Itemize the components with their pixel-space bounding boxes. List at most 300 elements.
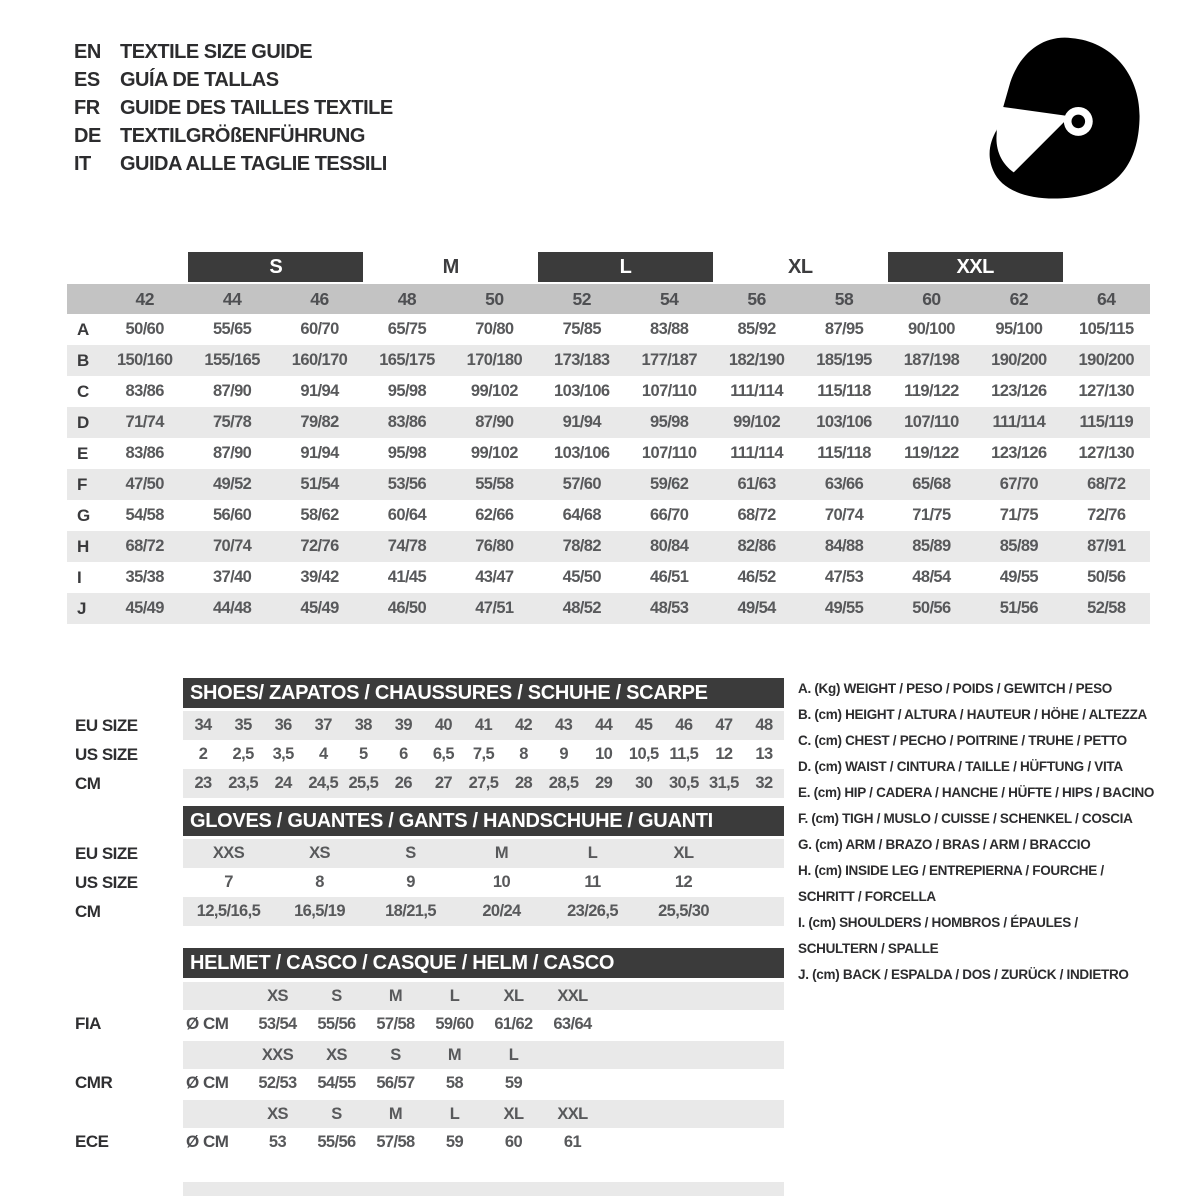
table-cell: 85/89 xyxy=(999,537,1039,555)
table-cell: 2,5 xyxy=(232,745,254,763)
table-cell: 60/64 xyxy=(387,506,427,524)
table-cell: XS xyxy=(326,1045,347,1064)
table-row xyxy=(67,469,1150,500)
legend-line: I. (cm) SHOULDERS / HOMBROS / ÉPAULES / xyxy=(798,915,1078,930)
legend-line: B. (cm) HEIGHT / ALTURA / HAUTEUR / HÖHE / ALTEZZA xyxy=(798,707,1147,722)
diameter-label xyxy=(183,982,248,1010)
table-cell: 65/75 xyxy=(387,320,427,338)
table-cell: 54/58 xyxy=(125,506,164,524)
table-cell: 87/95 xyxy=(824,320,864,338)
table-cell: 87/90 xyxy=(475,413,514,431)
column-header: 54 xyxy=(659,288,679,309)
row-cells xyxy=(248,1128,602,1156)
row-label: CMR xyxy=(75,1073,113,1092)
table-cell: 13 xyxy=(755,745,773,763)
language-title: TEXTILGRÖßENFÜHRUNG xyxy=(120,124,365,147)
table-cell: 95/100 xyxy=(995,320,1043,338)
table-cell: 18/21,5 xyxy=(385,902,436,920)
table-cell: 10 xyxy=(492,873,511,891)
table-cell: M xyxy=(494,844,509,862)
band-spacer xyxy=(101,252,188,282)
table-cell: 26 xyxy=(394,774,412,792)
table-cell: 76/80 xyxy=(475,537,514,555)
table-cell: 68/72 xyxy=(737,506,776,524)
language-title: GUIDA ALLE TAGLIE TESSILI xyxy=(120,152,387,175)
table-cell: 37 xyxy=(314,716,332,734)
table-cell: 29 xyxy=(595,774,613,792)
table-cell: 50/56 xyxy=(912,599,951,617)
row-cells xyxy=(183,868,784,897)
row-cells xyxy=(101,593,1150,624)
table-row xyxy=(67,376,1150,407)
row-content xyxy=(183,1128,784,1156)
column-header: 56 xyxy=(747,288,766,309)
table-cell: 111/114 xyxy=(992,413,1046,431)
table-cell: L xyxy=(449,986,460,1005)
table-cell: 107/110 xyxy=(904,413,959,431)
table-cell: 9 xyxy=(559,745,568,763)
table-cell: 59/60 xyxy=(435,1014,474,1033)
table-cell: S xyxy=(331,986,342,1005)
table-cell: 87/91 xyxy=(1087,537,1126,555)
table-cell: 28,5 xyxy=(548,774,579,792)
table-cell: 30,5 xyxy=(668,774,699,792)
table-cell: 70/74 xyxy=(824,506,864,524)
row-cells xyxy=(183,839,784,868)
table-cell: 70/74 xyxy=(212,537,252,555)
table-cell: 72/76 xyxy=(1087,506,1126,524)
table-cell: 45/49 xyxy=(125,599,164,617)
table-cell: XL xyxy=(503,986,524,1005)
legend-line: SCHRITT / FORCELLA xyxy=(798,889,936,904)
table-cell: 45 xyxy=(635,716,653,734)
table-cell: 41 xyxy=(474,716,493,734)
table-cell: 6,5 xyxy=(432,745,454,763)
language-code: ES xyxy=(74,68,100,91)
table-cell xyxy=(248,1182,307,1196)
table-cell: 57/60 xyxy=(562,475,601,493)
column-header: 64 xyxy=(1097,288,1116,309)
language-row xyxy=(74,150,393,178)
table-cell: 48/53 xyxy=(650,599,689,617)
table-cell: 68/72 xyxy=(1087,475,1126,493)
table-cell: 23 xyxy=(194,774,212,792)
legend-item xyxy=(798,754,1198,780)
table-cell: 8 xyxy=(519,745,528,763)
language-list xyxy=(74,38,393,178)
table-row xyxy=(72,1128,784,1156)
row-content xyxy=(183,1069,784,1097)
table-cell: 25,5 xyxy=(348,774,379,792)
table-row xyxy=(67,531,1150,562)
table-row xyxy=(67,438,1150,469)
table-row xyxy=(72,1100,784,1128)
table-cell: 103/106 xyxy=(554,444,610,462)
table-cell: 55/56 xyxy=(317,1132,356,1151)
column-header: 42 xyxy=(135,288,154,309)
table-cell xyxy=(484,1182,543,1196)
table-cell: XL xyxy=(503,1104,524,1123)
table-cell: 56/60 xyxy=(212,506,252,524)
table-cell: 39/42 xyxy=(300,568,339,586)
table-cell: 107/110 xyxy=(641,444,697,462)
diameter-label: Ø CM xyxy=(186,1014,229,1033)
table-cell: 62/66 xyxy=(475,506,514,524)
helmet-rows xyxy=(72,982,784,1196)
table-cell: 187/198 xyxy=(903,351,960,369)
table-cell: 182/190 xyxy=(728,351,785,369)
table-cell: 35 xyxy=(234,716,252,734)
row-label xyxy=(72,1041,183,1069)
table-cell: 49/55 xyxy=(824,599,864,617)
table-cell: 66/70 xyxy=(650,506,689,524)
table-cell: 71/74 xyxy=(125,413,164,431)
table-cell: 49/55 xyxy=(999,568,1039,586)
column-header-row xyxy=(67,284,1150,314)
table-row xyxy=(67,562,1150,593)
table-cell: 35/38 xyxy=(125,568,164,586)
row-cells xyxy=(101,531,1150,562)
table-row xyxy=(72,1010,784,1038)
legend-line: A. (Kg) WEIGHT / PESO / POIDS / GEWITCH / PESO xyxy=(798,681,1112,696)
row-letter: D xyxy=(77,412,89,432)
table-cell: S xyxy=(390,1045,401,1064)
table-cell: 51/56 xyxy=(999,599,1039,617)
size-band-row xyxy=(67,252,1150,282)
row-cells xyxy=(248,1069,602,1097)
table-cell: 70/80 xyxy=(475,320,514,338)
table-row xyxy=(67,314,1150,345)
table-cell: 115/118 xyxy=(817,444,871,462)
column-header: 62 xyxy=(1009,288,1029,309)
legend-line: H. (cm) INSIDE LEG / ENTREPIERNA / FOURCHE / xyxy=(798,863,1104,878)
row-label xyxy=(72,982,183,1010)
row-cells xyxy=(101,469,1150,500)
row-letter: E xyxy=(77,443,88,463)
shoes-gutter-spacer xyxy=(72,678,183,708)
row-cells xyxy=(248,982,602,1010)
table-cell: 44 xyxy=(595,716,613,734)
diameter-label xyxy=(183,1100,248,1128)
table-cell xyxy=(307,1182,366,1196)
table-cell: 61 xyxy=(563,1132,582,1151)
table-cell xyxy=(543,1041,602,1069)
language-title: TEXTILE SIZE GUIDE xyxy=(120,40,313,63)
table-cell: 57/58 xyxy=(376,1132,415,1151)
row-cells xyxy=(183,711,784,740)
language-row xyxy=(74,66,393,94)
table-cell: 173/183 xyxy=(554,351,610,369)
shoes-header-row xyxy=(72,678,784,708)
helmet-title-bar: HELMET / CASCO / CASQUE / HELM / CASCO xyxy=(183,948,784,978)
table-cell: 155/165 xyxy=(204,351,260,369)
table-cell: 72/76 xyxy=(300,537,339,555)
table-cell: 61/63 xyxy=(737,475,776,493)
table-cell: 111/114 xyxy=(730,444,783,462)
table-cell: 83/86 xyxy=(125,444,164,462)
table-cell: 115/119 xyxy=(1079,413,1134,431)
table-cell: 47/51 xyxy=(475,599,514,617)
table-row xyxy=(72,740,784,769)
size-band xyxy=(363,252,538,282)
table-cell: 32 xyxy=(755,774,773,792)
row-letter: H xyxy=(77,536,89,556)
table-cell: 119/122 xyxy=(904,444,959,462)
row-label: US SIZE xyxy=(75,872,138,892)
shoes-rows xyxy=(72,711,784,798)
table-cell: 190/200 xyxy=(991,351,1047,369)
row-label xyxy=(72,1100,183,1128)
table-cell: 58/62 xyxy=(300,506,339,524)
table-cell: 61/62 xyxy=(494,1014,533,1033)
table-cell: 185/195 xyxy=(816,351,872,369)
legend-item xyxy=(798,702,1198,728)
legend-item xyxy=(798,806,1198,832)
table-cell: 55/58 xyxy=(475,475,514,493)
table-cell: L xyxy=(508,1045,519,1064)
table-cell: 27,5 xyxy=(468,774,499,792)
language-code: DE xyxy=(74,124,101,147)
table-cell xyxy=(425,1182,484,1196)
table-cell xyxy=(543,1069,602,1097)
row-content xyxy=(183,1010,784,1038)
row-content xyxy=(183,982,784,1010)
table-cell: 115/118 xyxy=(817,382,871,400)
table-cell: 65/68 xyxy=(912,475,951,493)
legend-line: C. (cm) CHEST / PECHO / POITRINE / TRUHE / PETTO xyxy=(798,733,1127,748)
table-cell: M xyxy=(447,1045,462,1064)
diameter-label: Ø CM xyxy=(186,1073,229,1092)
size-band-label: S xyxy=(269,255,283,278)
table-cell: 170/180 xyxy=(466,351,523,369)
legend-item xyxy=(798,858,1198,910)
table-cell: 91/94 xyxy=(300,444,339,462)
row-cells xyxy=(101,345,1150,376)
gloves-table xyxy=(72,806,784,926)
table-cell: 64/68 xyxy=(562,506,601,524)
table-cell: 85/89 xyxy=(912,537,951,555)
table-cell: 54/55 xyxy=(317,1073,356,1092)
table-cell: 53/54 xyxy=(258,1014,297,1033)
helmet-header-row xyxy=(72,948,784,978)
table-cell: 123/126 xyxy=(991,444,1047,462)
table-cell: 68/72 xyxy=(125,537,164,555)
table-cell: 5 xyxy=(359,745,368,763)
gloves-header-row xyxy=(72,806,784,836)
table-cell: 123/126 xyxy=(991,382,1047,400)
helmet-gutter-spacer xyxy=(72,948,183,978)
size-band-label: XL xyxy=(788,255,813,278)
table-cell: 43/47 xyxy=(475,568,514,586)
apparel-size-table xyxy=(67,252,1150,624)
column-header: 58 xyxy=(834,288,854,309)
row-cells xyxy=(101,562,1150,593)
table-cell: 11,5 xyxy=(669,745,699,763)
table-cell: 79/82 xyxy=(300,413,339,431)
table-row xyxy=(72,868,784,897)
helmet-table xyxy=(72,948,784,1196)
table-row xyxy=(67,500,1150,531)
table-cell: XXL xyxy=(557,1104,588,1123)
table-cell: 91/94 xyxy=(562,413,601,431)
gloves-gutter-spacer xyxy=(72,806,183,836)
legend-line: G. (cm) ARM / BRAZO / BRAS / ARM / BRACCIO xyxy=(798,837,1091,852)
table-cell: 95/98 xyxy=(387,382,427,400)
table-cell: 91/94 xyxy=(300,382,339,400)
language-code: IT xyxy=(74,152,91,175)
table-cell: 44/48 xyxy=(212,599,252,617)
row-cells xyxy=(101,407,1150,438)
table-cell: 45/49 xyxy=(300,599,339,617)
table-cell: L xyxy=(587,844,598,862)
language-code: EN xyxy=(74,40,101,63)
table-cell: 46 xyxy=(675,716,693,734)
row-cells xyxy=(183,769,784,798)
size-band-label: XXL xyxy=(956,255,994,278)
table-cell: 24 xyxy=(274,774,292,792)
table-cell: 12 xyxy=(674,873,693,891)
table-cell: 63/64 xyxy=(553,1014,592,1033)
table-cell: 85/92 xyxy=(737,320,776,338)
table-cell: 4 xyxy=(318,745,328,763)
table-cell: 103/106 xyxy=(554,382,610,400)
diameter-label: Ø CM xyxy=(186,1132,229,1151)
table-cell: M xyxy=(388,986,403,1005)
table-cell: 7 xyxy=(224,873,233,891)
table-cell: 30 xyxy=(635,774,653,792)
table-cell: 107/110 xyxy=(641,382,697,400)
table-cell: 50/56 xyxy=(1087,568,1126,586)
table-cell: 95/98 xyxy=(650,413,689,431)
table-cell: 23/26,5 xyxy=(567,902,618,920)
row-cells xyxy=(248,1010,602,1038)
table-cell: 55/65 xyxy=(212,320,252,338)
table-cell: 2 xyxy=(198,745,208,763)
size-band xyxy=(538,252,713,282)
table-cell: 67/70 xyxy=(999,475,1039,493)
apparel-rows xyxy=(67,314,1150,624)
table-cell: 55/56 xyxy=(317,1014,356,1033)
table-cell: 6 xyxy=(399,745,408,763)
table-row xyxy=(67,345,1150,376)
table-row xyxy=(72,897,784,926)
table-cell: 23,5 xyxy=(228,774,258,792)
table-cell: 3,5 xyxy=(272,745,294,763)
table-cell: 150/160 xyxy=(116,351,173,369)
table-cell: 83/86 xyxy=(125,382,164,400)
row-letter: C xyxy=(77,381,89,401)
table-cell: 7,5 xyxy=(472,745,495,763)
table-cell: 48 xyxy=(755,716,773,734)
table-cell: 127/130 xyxy=(1078,382,1134,400)
table-cell: 127/130 xyxy=(1078,444,1134,462)
table-cell: 31,5 xyxy=(709,774,739,792)
table-cell: 10 xyxy=(595,745,613,763)
table-row xyxy=(72,769,784,798)
size-band xyxy=(188,252,363,282)
table-cell: XXS xyxy=(261,1045,294,1064)
table-row xyxy=(72,1069,784,1097)
table-cell: L xyxy=(449,1104,460,1123)
table-cell: 78/82 xyxy=(562,537,601,555)
language-title: GUÍA DE TALLAS xyxy=(120,68,279,91)
table-row xyxy=(72,711,784,740)
size-bands xyxy=(101,252,1150,282)
row-label: CM xyxy=(75,901,101,921)
row-letter: G xyxy=(77,505,90,525)
language-code: FR xyxy=(74,96,100,119)
diameter-label xyxy=(183,1041,248,1069)
band-leader-spacer xyxy=(67,252,101,282)
column-header: 46 xyxy=(310,288,329,309)
row-label: EU SIZE xyxy=(75,715,138,735)
table-cell: 52/53 xyxy=(258,1073,297,1092)
table-cell: XS xyxy=(267,986,288,1005)
table-cell: 80/84 xyxy=(650,537,689,555)
table-cell: 53/56 xyxy=(387,475,427,493)
table-cell: 87/90 xyxy=(212,382,252,400)
table-cell: 41/45 xyxy=(387,568,427,586)
table-cell: 28 xyxy=(514,774,533,792)
table-cell: 50/60 xyxy=(125,320,164,338)
table-cell: 87/90 xyxy=(212,444,252,462)
table-cell xyxy=(366,1182,425,1196)
legend-item xyxy=(798,728,1198,754)
table-cell: 46/51 xyxy=(650,568,689,586)
row-letter: J xyxy=(77,598,86,618)
table-cell: 59 xyxy=(504,1073,523,1092)
table-cell: 24,5 xyxy=(308,774,339,792)
table-cell: 48/52 xyxy=(562,599,601,617)
table-row xyxy=(72,1182,784,1196)
table-cell: 83/86 xyxy=(387,413,427,431)
table-cell: 58 xyxy=(445,1073,464,1092)
row-label: US SIZE xyxy=(75,744,138,764)
gloves-rows xyxy=(72,839,784,926)
table-cell: 99/102 xyxy=(470,382,518,400)
table-cell: 12,5/16,5 xyxy=(196,902,261,920)
diameter-label xyxy=(183,1182,248,1196)
shoes-table xyxy=(72,678,784,798)
table-cell: 82/86 xyxy=(737,537,776,555)
table-row xyxy=(67,593,1150,624)
table-cell: S xyxy=(405,844,416,862)
table-cell: S xyxy=(331,1104,342,1123)
row-label: FIA xyxy=(75,1014,101,1033)
column-header: 50 xyxy=(485,288,504,309)
legend-line: D. (cm) WAIST / CINTURA / TAILLE / HÜFTUNG / VITA xyxy=(798,759,1123,774)
table-cell: XS xyxy=(309,844,330,862)
table-cell: 20/24 xyxy=(482,902,521,920)
row-cells xyxy=(183,740,784,769)
table-cell: 9 xyxy=(406,873,415,891)
table-cell: 83/88 xyxy=(650,320,689,338)
table-cell: XS xyxy=(267,1104,288,1123)
table-cell: 37/40 xyxy=(212,568,252,586)
table-cell: 84/88 xyxy=(824,537,864,555)
legend-line: SCHULTERN / SPALLE xyxy=(798,941,939,956)
table-cell: 40 xyxy=(434,716,452,734)
table-row xyxy=(72,839,784,868)
table-cell: 47/53 xyxy=(824,568,864,586)
row-letter: B xyxy=(77,350,89,370)
row-cells xyxy=(248,1182,602,1196)
table-cell: 57/58 xyxy=(376,1014,415,1033)
table-cell: 43 xyxy=(555,716,573,734)
row-label: CM xyxy=(75,773,101,793)
helmet-icon-graphic xyxy=(978,34,1148,202)
shoes-title-bar: SHOES/ ZAPATOS / CHAUSSURES / SCHUHE / SCARPE xyxy=(183,678,784,708)
